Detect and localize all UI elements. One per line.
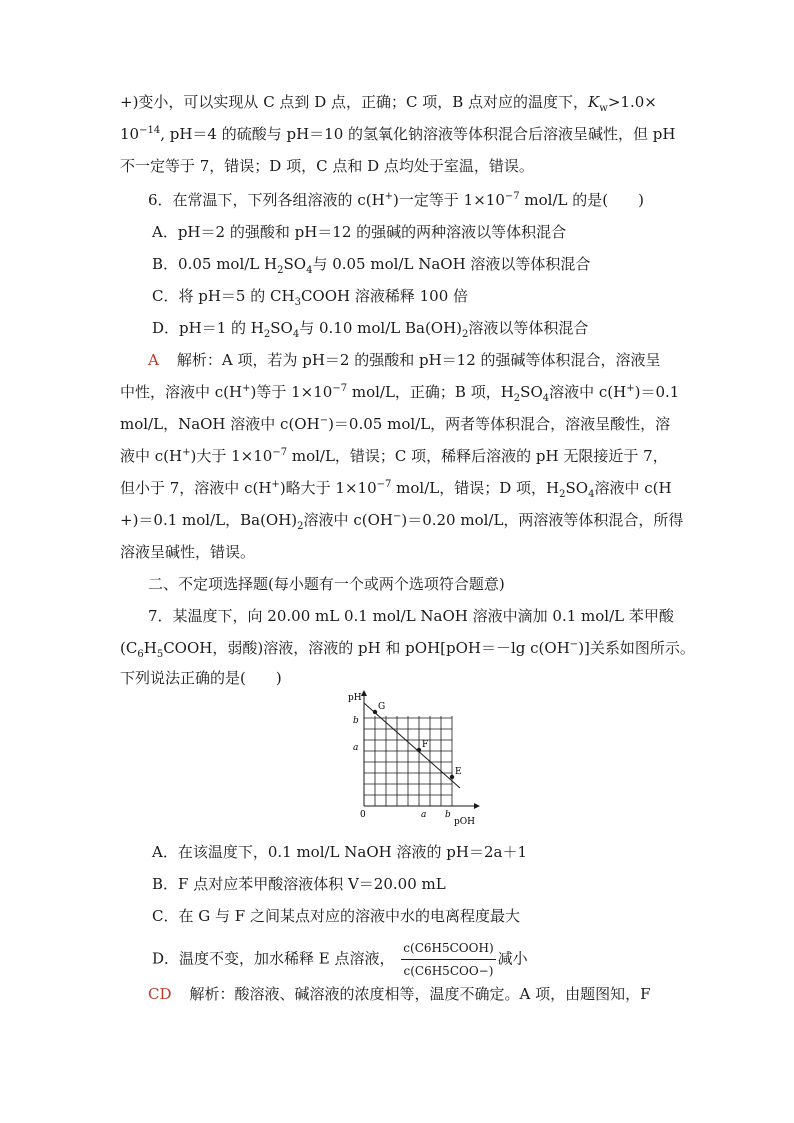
q6-explanation-line-7: 溶液呈碱性，错误。: [120, 543, 256, 561]
q7-stem-line-1: 7．某温度下，向 20.00 mL 0.1 mol/L NaOH 溶液中滴加 0.1 mol/L 苯甲酸: [148, 607, 674, 625]
q6-option-d: D．pH＝1 的 $H_2SO_4$与 0.10 mol/L $Ba(OH)_2$溶液以等体积混合: [152, 319, 589, 340]
cont-line-2: $10^{-14}$, pH＝4 的硫酸与 pH＝10 的氢氧化钠溶液等体积混合后溶液呈碱性，但 pH: [120, 125, 676, 143]
q6-option-c: C．将 pH＝5 的 $CH_3COOH$ 溶液稀释 100 倍: [152, 287, 469, 308]
concentration-ratio: [401, 938, 495, 981]
point-F: [417, 748, 421, 752]
chart-grid: [364, 716, 452, 806]
q6-explanation-line-5: 但小于 7，溶液中 c(H+)略大于 $1\times 10^{-7}$ mol/L，错误；D 项，$H_2SO_4$溶液中 c(H: [120, 479, 672, 500]
ratio-denominator: c(C6H5COO−): [403, 964, 494, 978]
q6-option-a: A．pH＝2 的强酸和 pH＝12 的强碱的两种溶液以等体积混合: [152, 223, 567, 241]
section-heading: 二、不定项选择题(每小题有一个或两个选项符合题意): [148, 575, 505, 593]
ph-poh-chart: [340, 688, 490, 828]
x-tick-label-a: a: [421, 810, 427, 820]
q6-explanation-line-6: +)＝0.1 mol/L，$Ba(OH)_2$溶液中 c(OH−)＝0.20 mol/L，两溶液等体积混合，所得: [120, 511, 684, 532]
q7-answer: CD: [148, 985, 172, 1003]
point-E: [450, 775, 454, 779]
cont-line-1: +)变小，可以实现从 C 点到 D 点，正确；C 项，B 点对应的温度下，$K_w>1.0\times$: [120, 93, 657, 114]
y-tick-label-a: a: [353, 743, 359, 753]
x-axis-arrow: [474, 803, 480, 809]
x-tick-label-b: b: [445, 810, 451, 820]
q7-stem-line-3: 下列说法正确的是( ): [120, 669, 282, 687]
ratio-numerator: c(C6H5COOH): [401, 938, 495, 960]
q7-explanation-line-1: CD 解析：酸溶液、碱溶液的浓度相等，温度不确定。A 项，由题图知，F: [148, 985, 651, 1003]
point-label-E: E: [455, 767, 462, 777]
x-tick-label-origin: 0: [360, 810, 366, 820]
q6-explanation-line-3: mol/L，NaOH 溶液中 c(OH−)＝0.05 mol/L，两者等体积混合，溶液呈酸性，溶: [120, 415, 671, 433]
q6-explanation-line-4: 液中 c(H+)大于 $1\times 10^{-7}$ mol/L，错误；C 项，稀释后溶液的 pH 无限接近于 7，: [120, 447, 668, 465]
x-axis-label: pOH: [454, 817, 475, 827]
q6-explanation-line-2: 中性，溶液中 c(H+)等于 $1\times 10^{-7}$ mol/L，正确；B 项，$H_2SO_4$溶液中 c(H+)＝0.1: [120, 383, 680, 404]
y-tick-label-b: b: [353, 716, 359, 726]
q6-stem: 6．在常温下，下列各组溶液的 c(H+)一定等于 $1\times 10^{-7}$ mol/L 的是( ): [148, 191, 644, 209]
point-G: [373, 710, 377, 714]
q7-option-b: B．F 点对应苯甲酸溶液体积 V＝20.00 mL: [152, 875, 446, 893]
q7-option-c: C．在 G 与 F 之间某点对应的溶液中水的电离程度最大: [152, 907, 520, 925]
cont-line-3: 不一定等于 7，错误；D 项，C 点和 D 点均处于室温，错误。: [120, 157, 534, 175]
y-axis-label: pH: [348, 693, 362, 703]
q7-option-d: D．温度不变，加水稀释 E 点溶液， $\frac{\text{c(C6H5COOH)}}{\text{c(C6H5COO−)}}$ 减小: [152, 938, 712, 981]
trend-line: [364, 703, 460, 788]
y-axis-arrow: [361, 690, 367, 696]
q7-option-a: A．在该温度下，0.1 mol/L NaOH 溶液的 pH＝2a＋1: [152, 843, 527, 861]
q6-explanation-line-1: A 解析：A 项，若为 pH＝2 的强酸和 pH＝12 的强碱等体积混合，溶液呈: [148, 351, 661, 369]
point-label-F: F: [422, 740, 429, 750]
q6-option-b: B．0.05 mol/L $H_2SO_4$与 0.05 mol/L NaOH 溶液以等体积混合: [152, 255, 591, 276]
q6-answer: A: [148, 351, 159, 369]
q7-stem-line-2: ($C_6H_5COOH$，弱酸)溶液，溶液的 pH 和 pOH[pOH＝－lg c(OH−)]关系如图所示。: [120, 639, 695, 660]
point-label-G: G: [378, 702, 386, 712]
